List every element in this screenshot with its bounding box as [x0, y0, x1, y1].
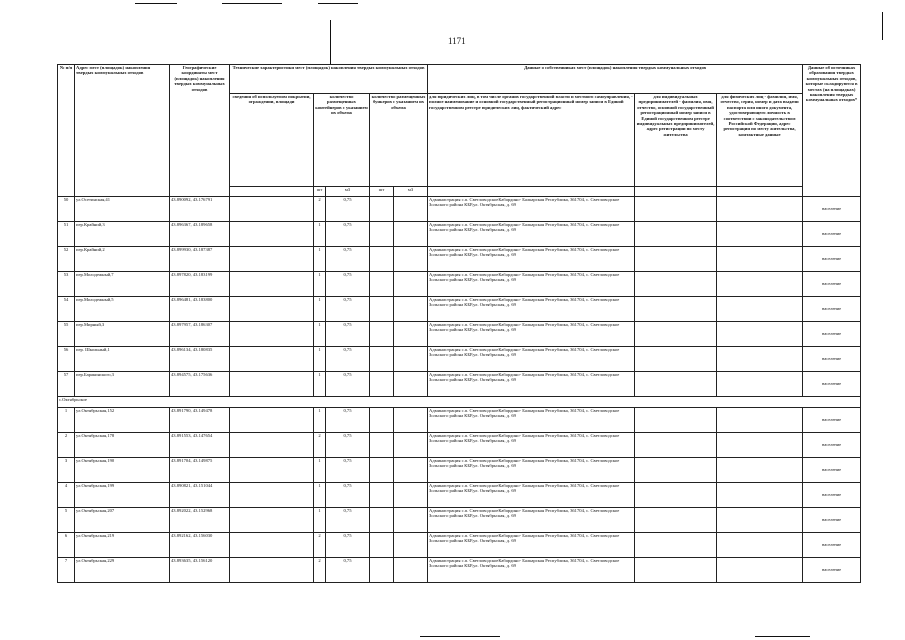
row-source-category: население — [803, 483, 861, 508]
table-row — [58, 458, 861, 483]
row-source-category: население — [803, 372, 861, 397]
row-cover — [230, 433, 314, 458]
row-number: 5 — [58, 508, 75, 533]
row-bunker-volume — [394, 558, 428, 583]
row-bunker-volume — [394, 433, 428, 458]
row-container-count: 1 — [314, 372, 326, 397]
row-address: пер.Крайний,2 — [75, 247, 170, 272]
section-divider — [58, 397, 861, 408]
row-owner-individual — [717, 372, 803, 397]
row-coordinates: 43.893635, 43.156120 — [170, 558, 230, 583]
row-coordinates: 43.890092, 43.176791 — [170, 197, 230, 222]
row-owner-individual — [717, 322, 803, 347]
row-container-count: 2 — [314, 558, 326, 583]
table-row — [58, 347, 861, 372]
row-owner-individual — [717, 347, 803, 372]
row-container-count: 1 — [314, 322, 326, 347]
row-address: ул.Октябрьская,152 — [75, 408, 170, 433]
row-coordinates: 43.897957, 43.186307 — [170, 322, 230, 347]
row-source-category: население — [803, 222, 861, 247]
row-owner-entrepreneur — [635, 458, 717, 483]
row-address: ул.Октябрьская,178 — [75, 433, 170, 458]
header-legal: для юридических лиц, в том числе органов государственной власти и местного самоуправления, - полное наименование и основной государственный регистрационный номер записи в Единой государственном реестре юридических лиц, фактический адрес — [428, 94, 635, 187]
row-bunker-volume — [394, 347, 428, 372]
table-row — [58, 433, 861, 458]
row-bunker-volume — [394, 458, 428, 483]
row-bunker-count — [370, 533, 394, 558]
row-number: 2 — [58, 433, 75, 458]
row-address: пер. Школьный,1 — [75, 347, 170, 372]
row-coordinates: 43.891704, 43.149875 — [170, 458, 230, 483]
row-coordinates: 43.891553, 43.147654 — [170, 433, 230, 458]
row-owner-individual — [717, 197, 803, 222]
row-source-category: население — [803, 433, 861, 458]
row-source-category: население — [803, 272, 861, 297]
row-owner-legal: Администрация с.п. СветловодскоеКабардино- Балкарская Республика, 361704, с. Светловодское Зольского района КБР,ул. Октябрьская, д. 69 — [428, 222, 635, 247]
row-container-volume: 0,75 — [326, 222, 370, 247]
row-container-count: 1 — [314, 247, 326, 272]
scan-artifact-top-line — [222, 3, 282, 4]
row-owner-legal: Администрация с.п. СветловодскоеКабардино- Балкарская Республика, 361704, с. Светловодское Зольского района КБР,ул. Октябрьская, д. 69 — [428, 372, 635, 397]
row-bunker-count — [370, 372, 394, 397]
row-address: пер.Крайний,3 — [75, 222, 170, 247]
row-source-category: население — [803, 408, 861, 433]
row-cover — [230, 372, 314, 397]
row-address: ул.Октябрьская,207 — [75, 508, 170, 533]
row-address: пер.Молодежный,7 — [75, 272, 170, 297]
row-owner-legal: Администрация с.п. СветловодскоеКабардино- Балкарская Республика, 361704, с. Светловодское Зольского района КБР,ул. Октябрьская, д. 69 — [428, 408, 635, 433]
row-source-category: население — [803, 197, 861, 222]
row-owner-entrepreneur — [635, 508, 717, 533]
row-owner-individual — [717, 297, 803, 322]
row-number: 56 — [58, 347, 75, 372]
table-row — [58, 508, 861, 533]
row-bunker-count — [370, 272, 394, 297]
row-container-volume: 0,75 — [326, 433, 370, 458]
row-owner-legal: Администрация с.п. СветловодскоеКабардино- Балкарская Республика, 361704, с. Светловодское Зольского района КБР,ул. Октябрьская, д. 69 — [428, 483, 635, 508]
row-bunker-count — [370, 297, 394, 322]
row-container-volume: 0,75 — [326, 272, 370, 297]
row-owner-legal: Администрация с.п. СветловодскоеКабардино- Балкарская Республика, 361704, с. Светловодское Зольского района КБР,ул. Октябрьская, д. 69 — [428, 197, 635, 222]
row-owner-entrepreneur — [635, 533, 717, 558]
scan-artifact-top-line — [318, 3, 358, 4]
row-owner-entrepreneur — [635, 222, 717, 247]
row-bunker-volume — [394, 408, 428, 433]
row-bunker-volume — [394, 533, 428, 558]
row-owner-legal: Администрация с.п. СветловодскоеКабардино- Балкарская Республика, 361704, с. Светловодское Зольского района КБР,ул. Октябрьская, д. 69 — [428, 558, 635, 583]
row-owner-legal: Администрация с.п. СветловодскоеКабардино- Балкарская Республика, 361704, с. Светловодское Зольского района КБР,ул. Октябрьская, д. 69 — [428, 347, 635, 372]
row-owner-individual — [717, 508, 803, 533]
row-bunker-volume — [394, 508, 428, 533]
page-number: 1171 — [448, 36, 466, 46]
row-cover — [230, 272, 314, 297]
row-container-volume: 0,75 — [326, 372, 370, 397]
row-owner-entrepreneur — [635, 372, 717, 397]
row-bunker-count — [370, 483, 394, 508]
rows-group-b — [58, 408, 861, 583]
row-owner-individual — [717, 247, 803, 272]
row-address: ул.Октябрьская,219 — [75, 533, 170, 558]
row-number: 6 — [58, 533, 75, 558]
row-address: пер.Баракинского,3 — [75, 372, 170, 397]
row-owner-entrepreneur — [635, 272, 717, 297]
row-container-volume: 0,75 — [326, 533, 370, 558]
header-sources: Данные об источниках образования твердых коммунальных отходов, которые складируются в местах (на площадках) накопления твердых коммунальных отходов* — [803, 65, 861, 197]
row-owner-individual — [717, 222, 803, 247]
row-coordinates: 43.896367, 43.189658 — [170, 222, 230, 247]
table-row — [58, 297, 861, 322]
row-bunker-volume — [394, 222, 428, 247]
row-owner-individual — [717, 483, 803, 508]
row-bunker-volume — [394, 297, 428, 322]
row-source-category: население — [803, 508, 861, 533]
row-coordinates: 43.896134, 43.180835 — [170, 347, 230, 372]
row-cover — [230, 533, 314, 558]
row-coordinates: 43.894575, 43.175636 — [170, 372, 230, 397]
scan-artifact-bottom-line — [755, 636, 810, 637]
row-container-volume: 0,75 — [326, 458, 370, 483]
scan-artifact-bottom-line — [420, 636, 500, 637]
row-cover — [230, 558, 314, 583]
row-owner-individual — [717, 272, 803, 297]
row-source-category: население — [803, 558, 861, 583]
row-source-category: население — [803, 322, 861, 347]
row-coordinates: 43.897820, 43.183199 — [170, 272, 230, 297]
row-owner-legal: Администрация с.п. СветловодскоеКабардино- Балкарская Республика, 361704, с. Светловодское Зольского района КБР,ул. Октябрьская, д. 69 — [428, 508, 635, 533]
row-owner-legal: Администрация с.п. СветловодскоеКабардино- Балкарская Республика, 361704, с. Светловодское Зольского района КБР,ул. Октябрьская, д. 69 — [428, 247, 635, 272]
row-bunker-volume — [394, 372, 428, 397]
row-owner-individual — [717, 433, 803, 458]
row-container-volume: 0,75 — [326, 322, 370, 347]
header-row-main — [58, 65, 861, 94]
scan-artifact-vertical-mark — [882, 12, 883, 40]
row-source-category: население — [803, 247, 861, 272]
row-bunker-count — [370, 222, 394, 247]
table-row — [58, 408, 861, 433]
row-address: пер.Молодежный,5 — [75, 297, 170, 322]
row-owner-entrepreneur — [635, 197, 717, 222]
row-bunker-count — [370, 508, 394, 533]
waste-sites-register-table — [57, 64, 861, 583]
row-bunker-count — [370, 408, 394, 433]
row-bunker-volume — [394, 197, 428, 222]
row-bunker-count — [370, 347, 394, 372]
section-title: с.Октябрьское — [58, 397, 861, 408]
header-tech: Технические характеристики мест (площадок) накопления твердых коммунальных отходов — [230, 65, 428, 94]
row-container-count: 2 — [314, 433, 326, 458]
row-number: 7 — [58, 558, 75, 583]
row-owner-entrepreneur — [635, 297, 717, 322]
row-bunker-volume — [394, 272, 428, 297]
row-container-count: 1 — [314, 272, 326, 297]
table-row — [58, 197, 861, 222]
row-number: 57 — [58, 372, 75, 397]
row-number: 52 — [58, 247, 75, 272]
header-no: № п/п — [58, 65, 75, 197]
row-container-count: 1 — [314, 508, 326, 533]
row-owner-legal: Администрация с.п. СветловодскоеКабардино- Балкарская Республика, 361704, с. Светловодское Зольского района КБР,ул. Октябрьская, д. 69 — [428, 533, 635, 558]
row-container-count: 2 — [314, 197, 326, 222]
row-source-category: население — [803, 297, 861, 322]
row-cover — [230, 458, 314, 483]
row-cover — [230, 408, 314, 433]
row-cover — [230, 322, 314, 347]
row-number: 1 — [58, 408, 75, 433]
row-container-volume: 0,75 — [326, 347, 370, 372]
row-number: 4 — [58, 483, 75, 508]
row-number: 51 — [58, 222, 75, 247]
row-owner-legal: Администрация с.п. СветловодскоеКабардино- Балкарская Республика, 361704, с. Светловодское Зольского района КБР,ул. Октябрьская, д. 69 — [428, 322, 635, 347]
section-row — [58, 397, 861, 408]
table-row — [58, 558, 861, 583]
row-container-volume: 0,75 — [326, 408, 370, 433]
row-cover — [230, 222, 314, 247]
header-geo: Географические координаты мест (площадок) накопления твердых коммунальных отходов — [170, 65, 230, 197]
row-source-category: население — [803, 347, 861, 372]
table-row — [58, 247, 861, 272]
row-owner-entrepreneur — [635, 408, 717, 433]
row-owner-legal: Администрация с.п. СветловодскоеКабардино- Балкарская Республика, 361704, с. Светловодское Зольского района КБР,ул. Октябрьская, д. 69 — [428, 272, 635, 297]
row-owner-individual — [717, 458, 803, 483]
row-owner-individual — [717, 408, 803, 433]
row-owner-legal: Администрация с.п. СветловодскоеКабардино- Балкарская Республика, 361704, с. Светловодское Зольского района КБР,ул. Октябрьская, д. 69 — [428, 297, 635, 322]
row-cover — [230, 247, 314, 272]
header-owner: Данные о собственниках мест (площадок) накопления твердых коммунальных отходов — [428, 65, 803, 94]
row-container-count: 1 — [314, 408, 326, 433]
row-owner-entrepreneur — [635, 433, 717, 458]
row-coordinates: 43.890821, 43.151044 — [170, 483, 230, 508]
row-cover — [230, 483, 314, 508]
row-bunker-count — [370, 458, 394, 483]
row-owner-individual — [717, 533, 803, 558]
row-owner-legal: Администрация с.п. СветловодскоеКабардино- Балкарская Республика, 361704, с. Светловодское Зольского района КБР,ул. Октябрьская, д. 69 — [428, 433, 635, 458]
row-container-count: 1 — [314, 483, 326, 508]
row-address: ул.Октябрьская,229 — [75, 558, 170, 583]
row-container-volume: 0,75 — [326, 483, 370, 508]
row-coordinates: 43.899930, 43.187387 — [170, 247, 230, 272]
table-header — [58, 65, 861, 197]
row-cover — [230, 197, 314, 222]
row-bunker-volume — [394, 483, 428, 508]
scan-artifact-top-line — [135, 3, 177, 4]
row-number: 55 — [58, 322, 75, 347]
row-cover — [230, 347, 314, 372]
row-container-count: 1 — [314, 297, 326, 322]
row-container-volume: 0,75 — [326, 247, 370, 272]
row-container-count: 1 — [314, 347, 326, 372]
row-number: 53 — [58, 272, 75, 297]
row-address: пер.Мирный,3 — [75, 322, 170, 347]
row-bunker-count — [370, 247, 394, 272]
row-coordinates: 43.896481, 43.183800 — [170, 297, 230, 322]
row-address: ул.Октябрьская,199 — [75, 483, 170, 508]
unit-pcs: шт — [370, 187, 394, 197]
row-owner-entrepreneur — [635, 347, 717, 372]
row-owner-entrepreneur — [635, 558, 717, 583]
header-entrepreneur: для индивидуальных предпринимателей - фамилия, имя, отчество, основной государственный регистрационный номер записи в Единой государственном реестре индивидуальных предпринимателей, адрес регистрации по месту жительства — [635, 94, 717, 187]
row-coordinates: 43.891790, 43.149478 — [170, 408, 230, 433]
row-bunker-count — [370, 322, 394, 347]
row-owner-entrepreneur — [635, 483, 717, 508]
table-row — [58, 272, 861, 297]
row-cover — [230, 508, 314, 533]
row-coordinates: 43.892022, 43.152968 — [170, 508, 230, 533]
row-container-volume: 0,75 — [326, 297, 370, 322]
row-container-volume: 0,75 — [326, 558, 370, 583]
row-bunker-count — [370, 433, 394, 458]
scan-artifact-vertical-mark — [330, 20, 331, 64]
table-row — [58, 483, 861, 508]
header-address: Адрес мест (площадок) накопления твердых коммунальных отходов — [75, 65, 170, 197]
header-containers: количество размещенных контейнеров с указанием их объема — [314, 94, 370, 187]
unit-pcs: шт — [314, 187, 326, 197]
row-container-count: 1 — [314, 458, 326, 483]
row-container-volume: 0,75 — [326, 508, 370, 533]
row-owner-entrepreneur — [635, 322, 717, 347]
row-number: 54 — [58, 297, 75, 322]
table-row — [58, 372, 861, 397]
row-owner-legal: Администрация с.п. СветловодскоеКабардино- Балкарская Республика, 361704, с. Светловодское Зольского района КБР,ул. Октябрьская, д. 69 — [428, 458, 635, 483]
header-individual: для физических лиц - фамилия, имя, отчество, серия, номер и дата выдачи паспорта или иного документа, удостоверяющего личность в соответствии с законодательством Российской Федерации, адрес регистрации по месту жительства, контактные данные — [717, 94, 803, 187]
row-source-category: население — [803, 458, 861, 483]
row-bunker-count — [370, 197, 394, 222]
unit-m3: м3 — [394, 187, 428, 197]
row-source-category: население — [803, 533, 861, 558]
row-number: 3 — [58, 458, 75, 483]
row-container-count: 1 — [314, 222, 326, 247]
row-address: ул.Октябрьская,190 — [75, 458, 170, 483]
header-cover: сведения об используемом покрытии, ограждении, площади — [230, 94, 314, 187]
row-bunker-count — [370, 558, 394, 583]
row-bunker-volume — [394, 322, 428, 347]
row-bunker-volume — [394, 247, 428, 272]
rows-group-a — [58, 197, 861, 397]
row-coordinates: 43.892162, 43.156030 — [170, 533, 230, 558]
row-container-count: 2 — [314, 533, 326, 558]
table-row — [58, 533, 861, 558]
table-row — [58, 322, 861, 347]
table-row — [58, 222, 861, 247]
row-number: 50 — [58, 197, 75, 222]
header-bunkers: количество размещенных бункеров с указанием их объема — [370, 94, 428, 187]
unit-m3: м3 — [326, 187, 370, 197]
row-owner-entrepreneur — [635, 247, 717, 272]
row-cover — [230, 297, 314, 322]
row-address: ул.Осетинская,41 — [75, 197, 170, 222]
row-owner-individual — [717, 558, 803, 583]
row-container-volume: 0,75 — [326, 197, 370, 222]
